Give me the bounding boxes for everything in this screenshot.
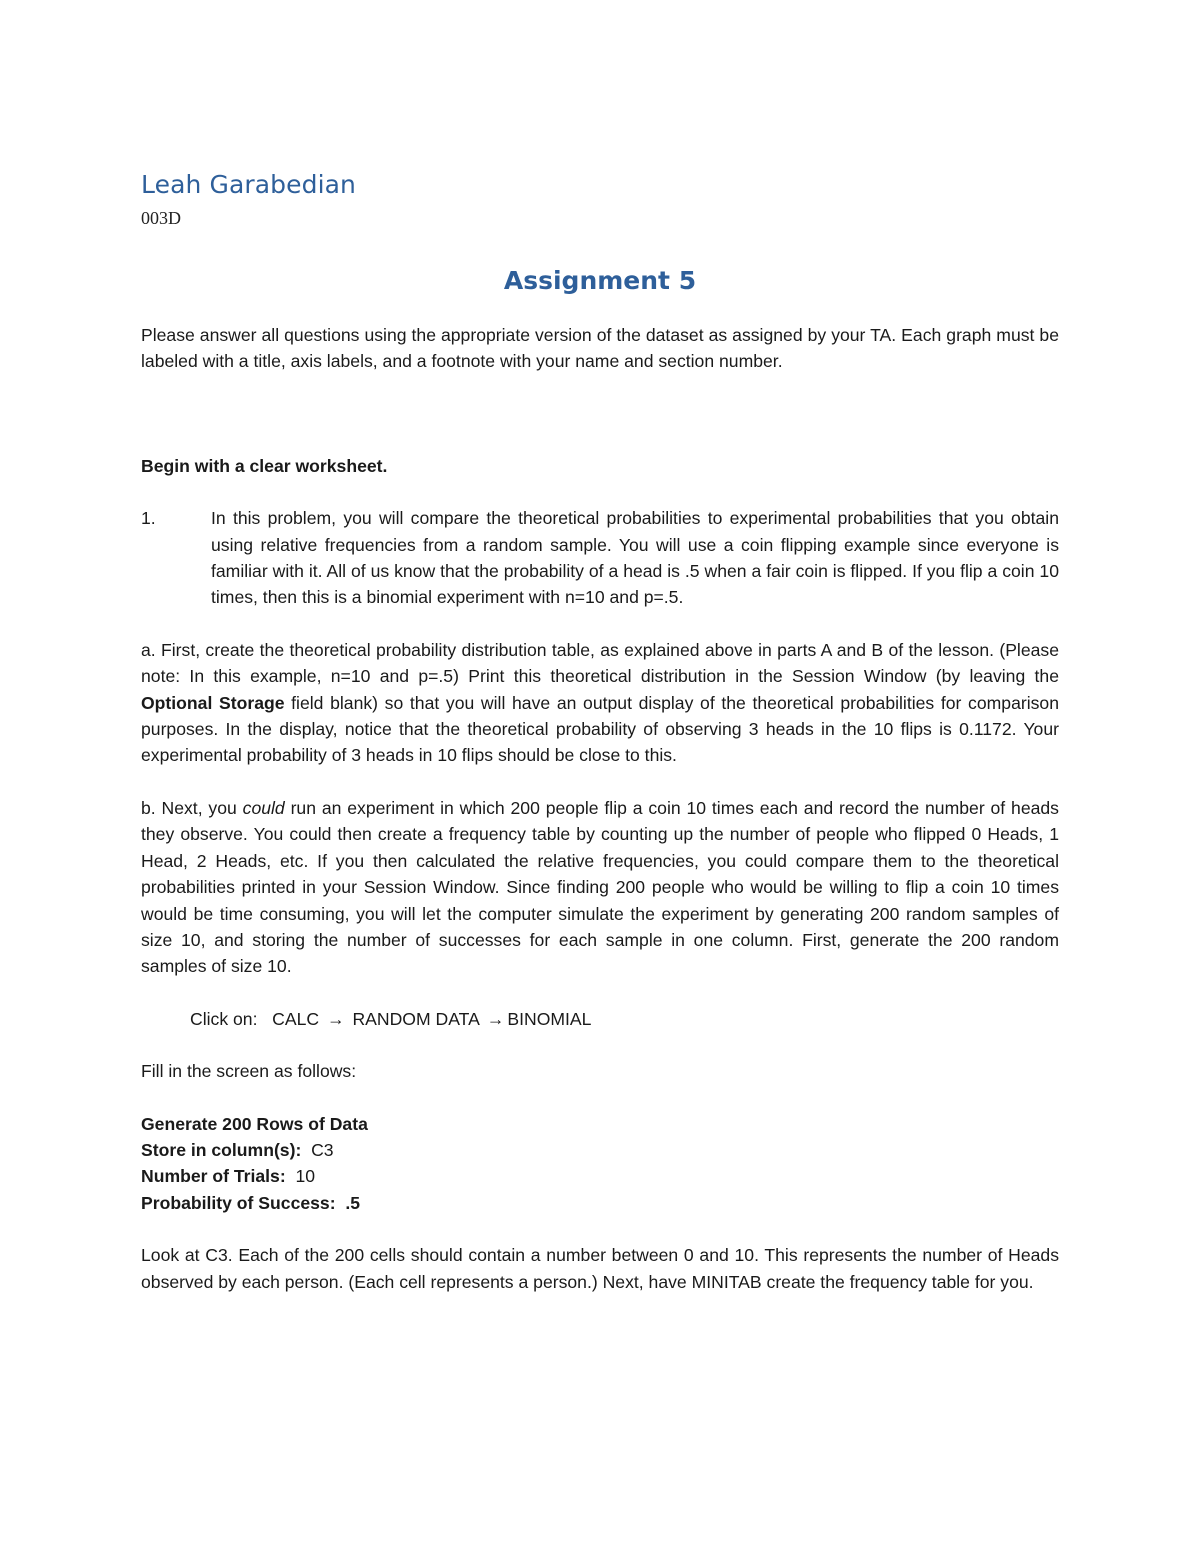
part-b-text-start: b. Next, you: [141, 797, 243, 818]
probability-label: Probability of Success:: [141, 1192, 336, 1213]
store-in-line: [141, 1137, 1059, 1163]
intro-paragraph: Please answer all questions using the appropriate version of the dataset as assigned by your TA. Each graph must be labeled with a title, axis labels, and a footnote with your name and section number.: [141, 325, 1059, 372]
question-1-text: In this problem, you will compare the theoretical probabilities to experimental probabilities that you obtain using relative frequencies from a random sample. You will use a coin flipping example since everyone is familiar with it. All of us know that the probability of a head is .5 when a fair coin is flipped. If you flip a coin 10 times, then this is a binomial experiment with n=10 and p=.5.: [211, 508, 1059, 608]
menu-step-binomial: BINOMIAL: [507, 1008, 592, 1029]
store-in-label: Store in column(s):: [141, 1139, 302, 1160]
part-a-text-end: field blank) so that you will have an output display of the theoretical probabilities for comparison purposes. In the display, notice that the theoretical probability of observing 3 heads in the 10 flips is 0.1172. Your experimental probability of 3 heads in 10 flips should be close to this.: [141, 692, 1059, 766]
part-a-text-start: a. First, create the theoretical probability distribution table, as explained above in parts A and B of the lesson. (Please note: In this example, n=10 and p=.5) Print this theoretical distribution in the Session Window (by leaving the: [141, 639, 1059, 687]
rows-of-data-label: Rows of Data: [256, 1113, 368, 1134]
arrow-right-icon: →: [486, 1008, 505, 1029]
part-a-paragraph: [141, 637, 1059, 769]
question-number: 1.: [141, 508, 156, 529]
generate-label: Generate: [141, 1113, 218, 1134]
probability-value: .5: [345, 1192, 361, 1213]
click-on-instruction: [190, 1006, 1059, 1032]
generate-value: 200: [222, 1113, 252, 1134]
assignment-title: Assignment 5: [503, 266, 697, 295]
arrow-right-icon: →: [326, 1008, 345, 1029]
author-name: Leah Garabedian: [141, 170, 357, 199]
probability-line: [141, 1190, 1059, 1216]
store-in-value: C3: [311, 1139, 334, 1160]
begin-instruction: Begin with a clear worksheet.: [141, 455, 388, 476]
section-number: 003D: [141, 208, 181, 228]
fill-in-instruction: Fill in the screen as follows:: [141, 1061, 357, 1082]
optional-storage-term: Optional Storage: [141, 692, 285, 713]
document-content: [141, 168, 1059, 1295]
could-emphasis: could: [242, 797, 285, 818]
menu-step-random-data: RANDOM DATA: [352, 1008, 479, 1029]
trials-label: Number of Trials:: [141, 1166, 286, 1187]
generate-rows-line: [141, 1111, 1059, 1137]
dialog-field-list: [141, 1111, 1059, 1217]
part-b-paragraph: [141, 795, 1059, 980]
closing-paragraph: Look at C3. Each of the 200 cells should contain a number between 0 and 10. This represents the number of Heads observed by each person. (Each cell represents a person.) Next, have MINITAB create the frequency table for you.: [141, 1245, 1059, 1292]
click-on-label: Click on:: [190, 1008, 258, 1029]
trials-value: 10: [295, 1166, 316, 1187]
trials-line: [141, 1163, 1059, 1189]
question-1: [141, 505, 1059, 611]
menu-step-calc: CALC: [272, 1008, 320, 1029]
part-b-text-end: run an experiment in which 200 people flip a coin 10 times each and record the number of heads they observe. You could then create a frequency table by counting up the number of people who flipped 0 Heads, 1 Head, 2 Heads, etc. If you then calculated the relative frequencies, you could compare them to the theoretical probabilities printed in your Session Window. Since finding 200 people who would be willing to flip a coin 10 times would be time consuming, you will let the computer simulate the experiment by generating 200 random samples of size 10, and storing the number of successes for each sample in one column. First, generate the 200 random samples of size 10.: [141, 797, 1059, 977]
